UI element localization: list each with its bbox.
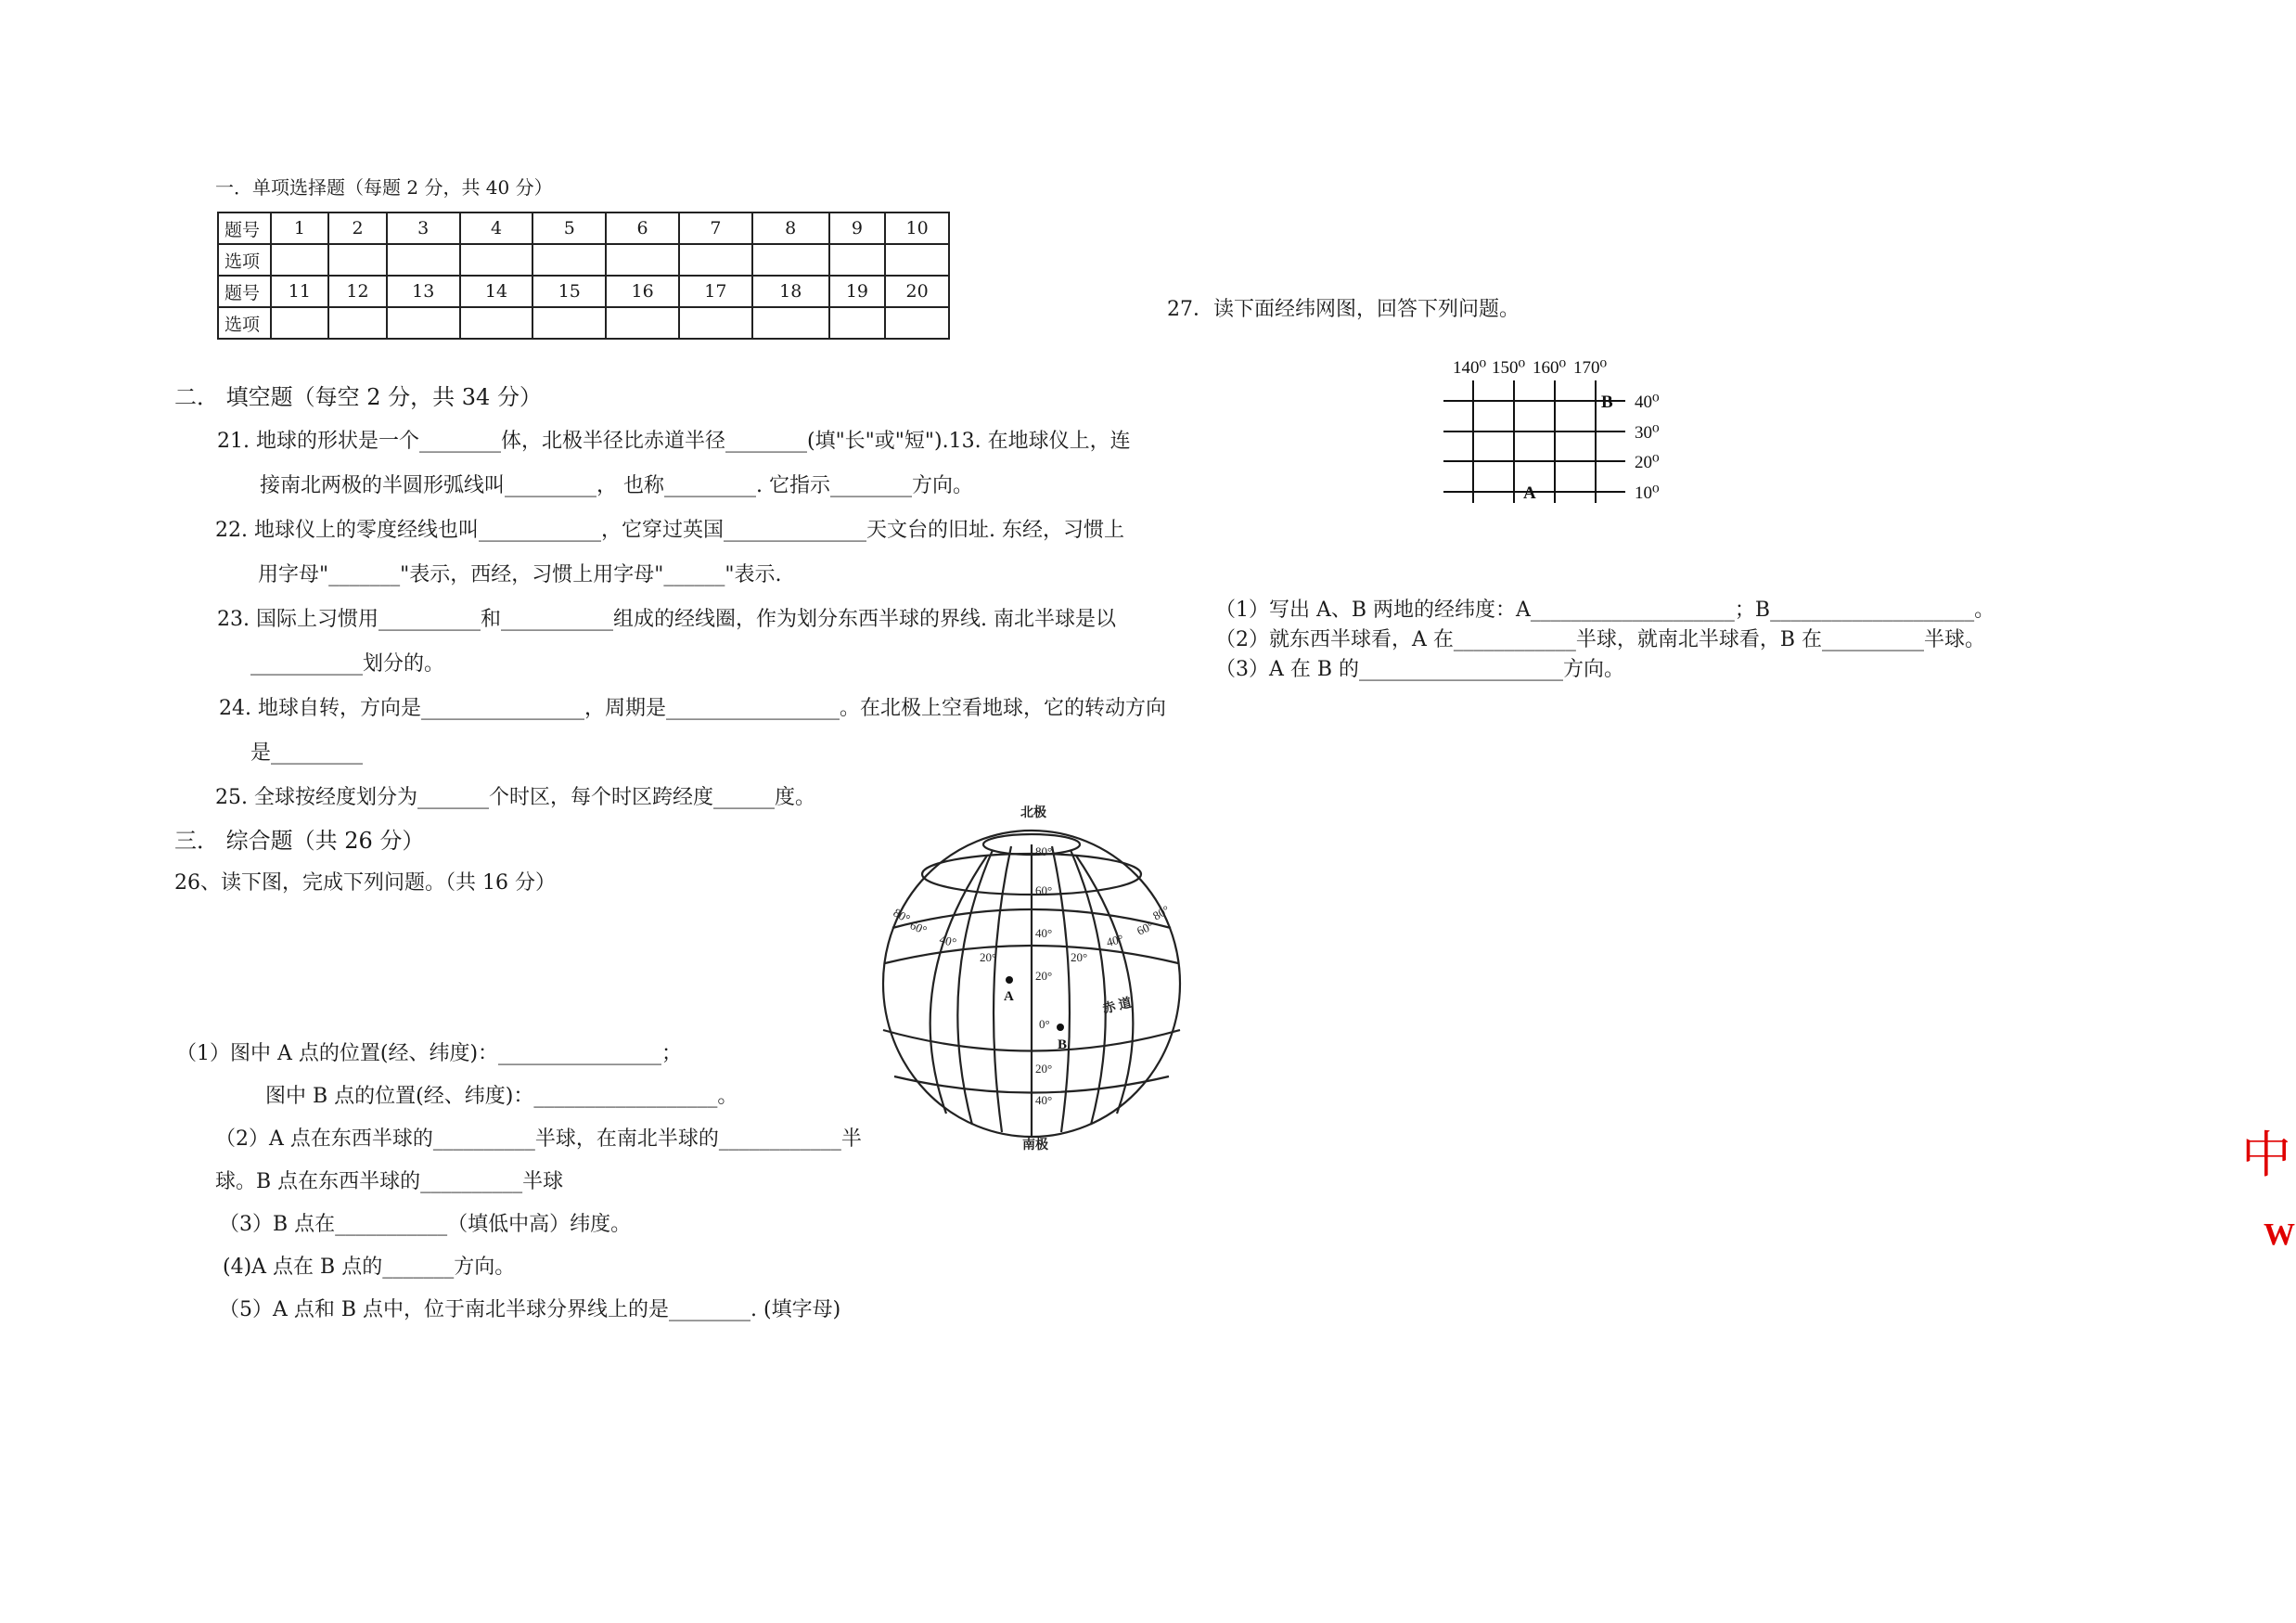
watermark-char: 中 bbox=[2241, 1126, 2291, 1184]
q26-1a: （1）图中 A 点的位置(经、纬度)：________________； bbox=[176, 1042, 683, 1065]
lat-label: 20° bbox=[1035, 1062, 1053, 1076]
q27-title: 27．读下面经纬网图，回答下列问题。 bbox=[1167, 298, 1520, 321]
q25: 25. 全球按经度划分为_______个时区，每个时区跨经度______度。 bbox=[215, 786, 815, 809]
row-label: 选项 bbox=[218, 244, 271, 276]
lon-label: 150⁰ bbox=[1492, 358, 1526, 378]
table-cell: 6 bbox=[606, 213, 679, 244]
q27-sub3: （3）A 在 B 的____________________方向。 bbox=[1215, 658, 1625, 681]
answer-cell[interactable] bbox=[679, 307, 752, 339]
table-cell: 16 bbox=[606, 276, 679, 307]
q27-sub2: （2）就东西半球看，A 在____________半球，就南北半球看，B 在__________半球。 bbox=[1215, 628, 1986, 651]
lon-label: 20° bbox=[1071, 950, 1088, 964]
q23-line1: 23. 国际上习惯用__________和___________组成的经线圈，作为划分东西半球的界线. 南北半球是以 bbox=[217, 608, 1116, 631]
q23-line2: ___________划分的。 bbox=[250, 652, 445, 676]
answer-cell[interactable] bbox=[532, 307, 606, 339]
lat-label: 0° bbox=[1039, 1017, 1050, 1031]
q26-3: （3）B 点在___________（填低中高）纬度。 bbox=[219, 1213, 632, 1236]
answer-cell[interactable] bbox=[885, 244, 949, 276]
point-b-label: B bbox=[1058, 1037, 1068, 1052]
table-cell: 7 bbox=[679, 213, 752, 244]
table-cell: 9 bbox=[829, 213, 886, 244]
answer-table bbox=[217, 212, 950, 340]
table-cell: 11 bbox=[271, 276, 329, 307]
table-cell: 13 bbox=[387, 276, 460, 307]
answer-cell[interactable] bbox=[532, 244, 606, 276]
row-label: 选项 bbox=[218, 307, 271, 339]
q26-title: 26、读下图，完成下列问题。（共 16 分） bbox=[174, 871, 556, 895]
q21-line2: 接南北两极的半圆形弧线叫_________， 也称_________. 它指示________方向。 bbox=[260, 474, 973, 497]
answer-cell[interactable] bbox=[829, 307, 886, 339]
section3-title: 三． 综合题（共 26 分） bbox=[174, 828, 425, 854]
table-cell: 4 bbox=[460, 213, 533, 244]
table-cell: 14 bbox=[460, 276, 533, 307]
globe-diagram bbox=[872, 798, 1187, 1151]
answer-cell[interactable] bbox=[387, 307, 460, 339]
lat-label: 80° bbox=[1035, 844, 1053, 858]
q26-5: （5）A 点和 B 点中，位于南北半球分界线上的是________. (填字母) bbox=[219, 1298, 841, 1321]
answer-cell[interactable] bbox=[606, 244, 679, 276]
lat-label: 40° bbox=[1035, 926, 1053, 940]
table-cell: 18 bbox=[752, 276, 829, 307]
south-pole-label: 南极 bbox=[1022, 1139, 1048, 1151]
point-b-label: B bbox=[1601, 393, 1613, 412]
row-label: 题号 bbox=[218, 276, 271, 307]
north-pole-label: 北极 bbox=[1020, 806, 1046, 820]
table-cell: 19 bbox=[829, 276, 886, 307]
lat-label: 10⁰ bbox=[1635, 483, 1660, 503]
lat-label: 60° bbox=[1035, 883, 1053, 897]
q26-2a: （2）A 点在东西半球的__________半球，在南北半球的____________半 bbox=[215, 1127, 862, 1151]
answer-cell[interactable] bbox=[328, 244, 387, 276]
table-cell: 15 bbox=[532, 276, 606, 307]
q26-1b: 图中 B 点的位置(经、纬度)：__________________。 bbox=[265, 1085, 738, 1108]
section2-title: 二． 填空题（每空 2 分，共 34 分） bbox=[174, 384, 542, 410]
table-cell: 17 bbox=[679, 276, 752, 307]
table-row bbox=[218, 307, 949, 339]
answer-cell[interactable] bbox=[829, 244, 886, 276]
q22-line2: 用字母"_______"表示，西经，习惯上用字母"______"表示. bbox=[258, 563, 782, 586]
point-a-label: A bbox=[1523, 483, 1536, 503]
answer-cell[interactable] bbox=[271, 307, 329, 339]
lon-label: 160⁰ bbox=[1533, 358, 1567, 378]
table-row bbox=[218, 244, 949, 276]
table-row bbox=[218, 213, 949, 244]
answer-cell[interactable] bbox=[387, 244, 460, 276]
table-cell: 5 bbox=[532, 213, 606, 244]
lon-label: 40° bbox=[938, 932, 958, 950]
table-cell: 20 bbox=[885, 276, 949, 307]
equator-label: 赤 道 bbox=[1101, 996, 1134, 1017]
table-cell: 12 bbox=[328, 276, 387, 307]
q26-4: (4)A 点在 B 点的_______方向。 bbox=[223, 1256, 516, 1279]
table-row bbox=[218, 276, 949, 307]
answer-cell[interactable] bbox=[606, 307, 679, 339]
lon-label: 40° bbox=[1105, 931, 1125, 949]
table-cell: 10 bbox=[885, 213, 949, 244]
lon-label: 60° bbox=[907, 918, 930, 938]
lon-label: 20° bbox=[980, 950, 997, 964]
answer-cell[interactable] bbox=[885, 307, 949, 339]
section1-title: 一．单项选择题（每题 2 分，共 40 分） bbox=[215, 176, 553, 199]
q26-2b: 球。B 点在东西半球的__________半球 bbox=[215, 1170, 564, 1193]
row-label: 题号 bbox=[218, 213, 271, 244]
answer-cell[interactable] bbox=[271, 244, 329, 276]
lat-label: 30⁰ bbox=[1635, 423, 1660, 443]
table-cell: 2 bbox=[328, 213, 387, 244]
answer-cell[interactable] bbox=[752, 307, 829, 339]
q21-line1: 21. 地球的形状是一个________体，北极半径比赤道半径________(填"长"或"短").13. 在地球仪上，连 bbox=[217, 430, 1131, 453]
point-a-label: A bbox=[1004, 989, 1014, 1004]
watermark-text: W bbox=[2264, 1217, 2295, 1252]
q24-line1: 24. 地球自转，方向是________________，周期是_________________。在北极上空看地球，它的转动方向 bbox=[219, 697, 1166, 720]
q27-sub1: （1）写出 A、B 两地的经纬度：A____________________；B____________________。 bbox=[1215, 599, 1995, 622]
answer-cell[interactable] bbox=[752, 244, 829, 276]
lat-label: 40° bbox=[1035, 1093, 1053, 1107]
table-cell: 3 bbox=[387, 213, 460, 244]
table-cell: 8 bbox=[752, 213, 829, 244]
q22-line1: 22. 地球仪上的零度经线也叫____________，它穿过英国______________天文台的旧址. 东经，习惯上 bbox=[215, 519, 1124, 542]
point-a-marker bbox=[1006, 976, 1013, 984]
q24-line2: 是_________ bbox=[250, 741, 364, 765]
answer-cell[interactable] bbox=[328, 307, 387, 339]
lat-label: 20⁰ bbox=[1635, 453, 1660, 472]
lat-label: 40⁰ bbox=[1635, 393, 1660, 412]
answer-cell[interactable] bbox=[460, 307, 533, 339]
lon-label: 60° bbox=[1135, 918, 1156, 938]
lat-label: 20° bbox=[1035, 969, 1053, 983]
lon-label: 170⁰ bbox=[1573, 358, 1608, 378]
table-cell: 1 bbox=[271, 213, 329, 244]
answer-cell[interactable] bbox=[679, 244, 752, 276]
lon-label: 80° bbox=[1150, 902, 1173, 923]
latlon-grid-diagram bbox=[1438, 353, 1735, 510]
lon-label: 80° bbox=[891, 905, 913, 926]
lon-label: 140⁰ bbox=[1453, 358, 1487, 378]
point-b-marker bbox=[1057, 1024, 1064, 1031]
answer-cell[interactable] bbox=[460, 244, 533, 276]
